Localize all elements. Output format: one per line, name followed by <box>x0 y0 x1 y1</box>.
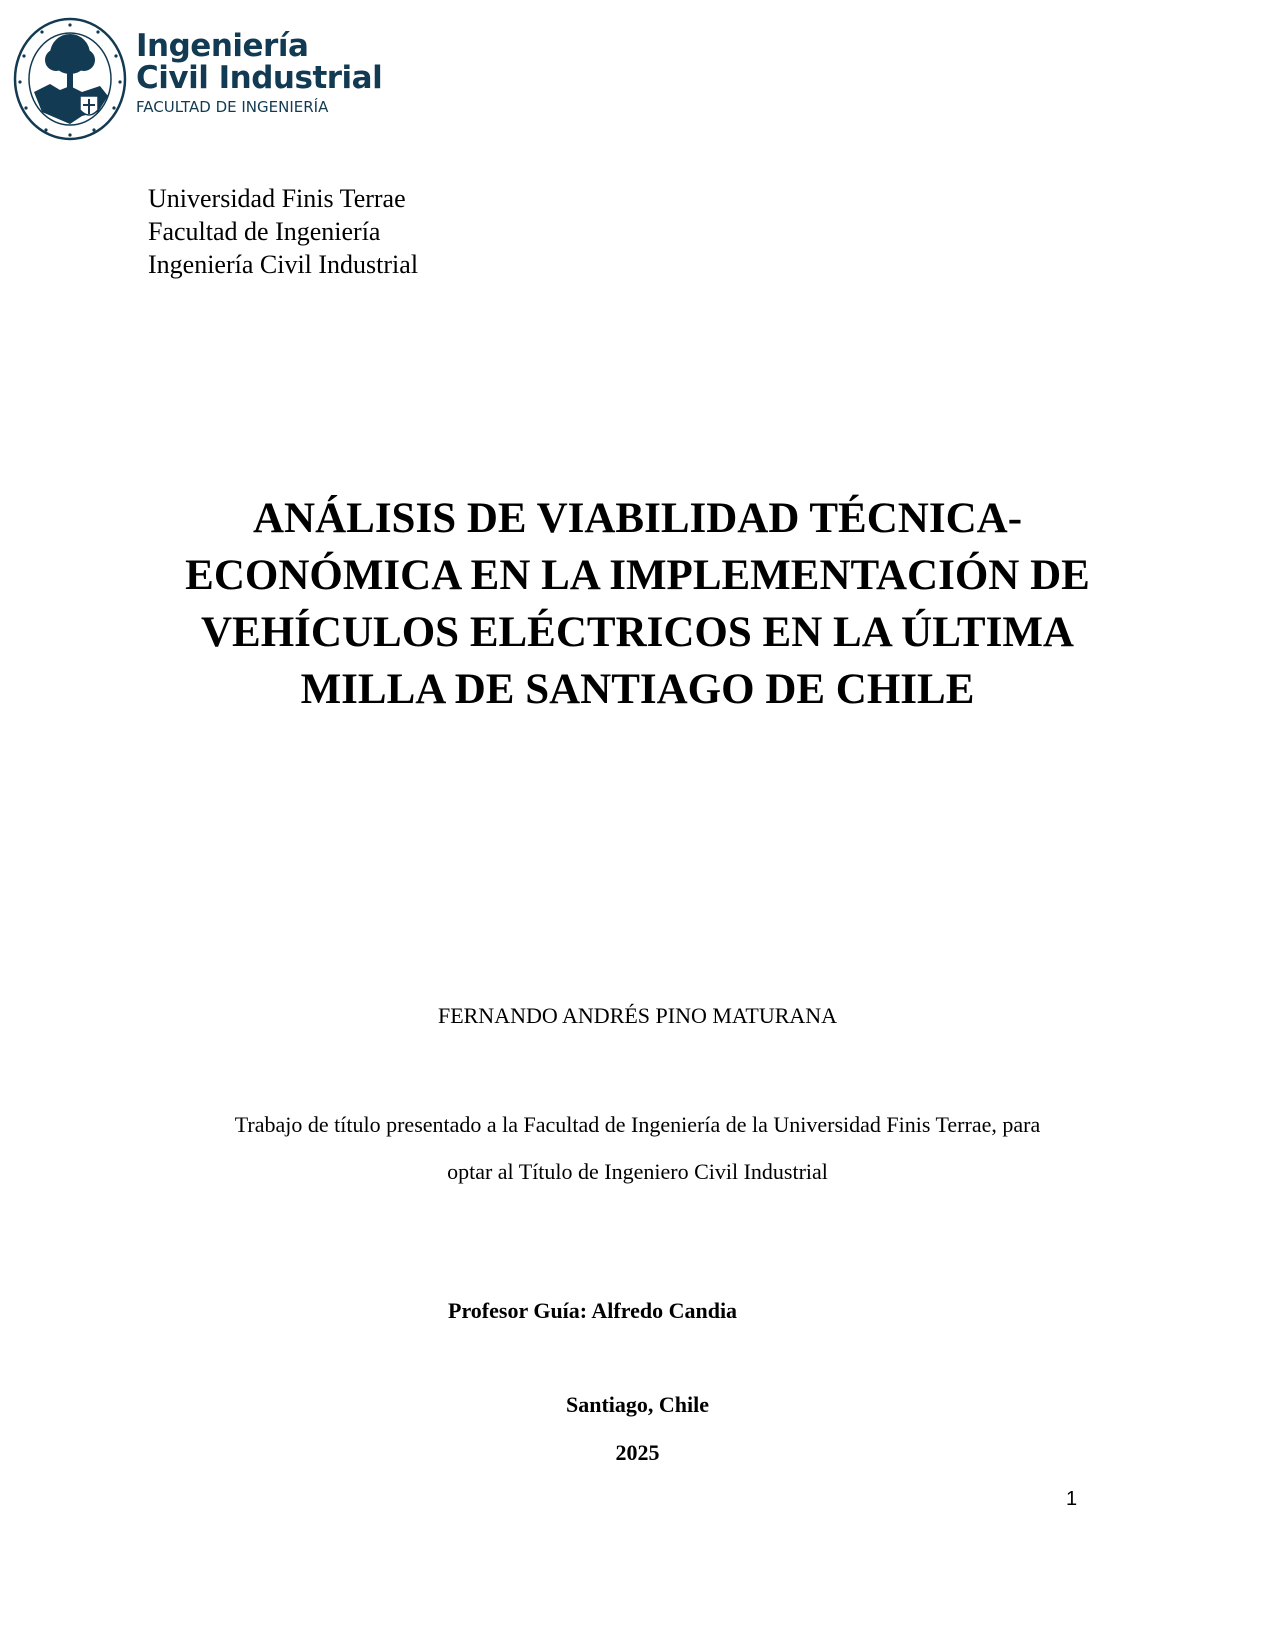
program-name: Ingeniería Civil Industrial <box>148 250 419 279</box>
wordmark-line-3: FACULTAD DE INGENIERÍA <box>136 98 329 116</box>
thesis-purpose <box>0 1101 1275 1195</box>
faculty-name: Facultad de Ingeniería <box>148 217 381 246</box>
advisor: Profesor Guía: Alfredo Candia <box>448 1298 738 1323</box>
wordmark-line-2: Civil Industrial <box>136 60 383 96</box>
page-number: 1 <box>1066 1488 1078 1510</box>
title-line: VEHÍCULOS ELÉCTRICOS EN LA ÚLTIMA <box>201 609 1074 656</box>
wordmark-line-1: Ingeniería <box>136 28 309 64</box>
title-line: ECONÓMICA EN LA IMPLEMENTACIÓN DE <box>185 552 1090 599</box>
institution-block <box>148 182 418 281</box>
thesis-title <box>120 490 1155 718</box>
university-name: Universidad Finis Terrae <box>148 184 406 213</box>
title-line: MILLA DE SANTIAGO DE CHILE <box>300 666 975 713</box>
purpose-line: optar al Título de Ingeniero Civil Industrial <box>447 1159 828 1184</box>
faculty-wordmark <box>136 30 382 118</box>
author-name: FERNANDO ANDRÉS PINO MATURANA <box>437 1003 838 1028</box>
year: 2025 <box>615 1440 660 1465</box>
faculty-logo <box>12 14 392 144</box>
city: Santiago, Chile <box>565 1392 710 1417</box>
purpose-line: Trabajo de título presentado a la Facultad de Ingeniería de la Universidad Finis Terrae, para <box>234 1112 1041 1137</box>
university-seal-icon <box>12 16 128 142</box>
title-line: ANÁLISIS DE VIABILIDAD TÉCNICA- <box>252 495 1023 542</box>
